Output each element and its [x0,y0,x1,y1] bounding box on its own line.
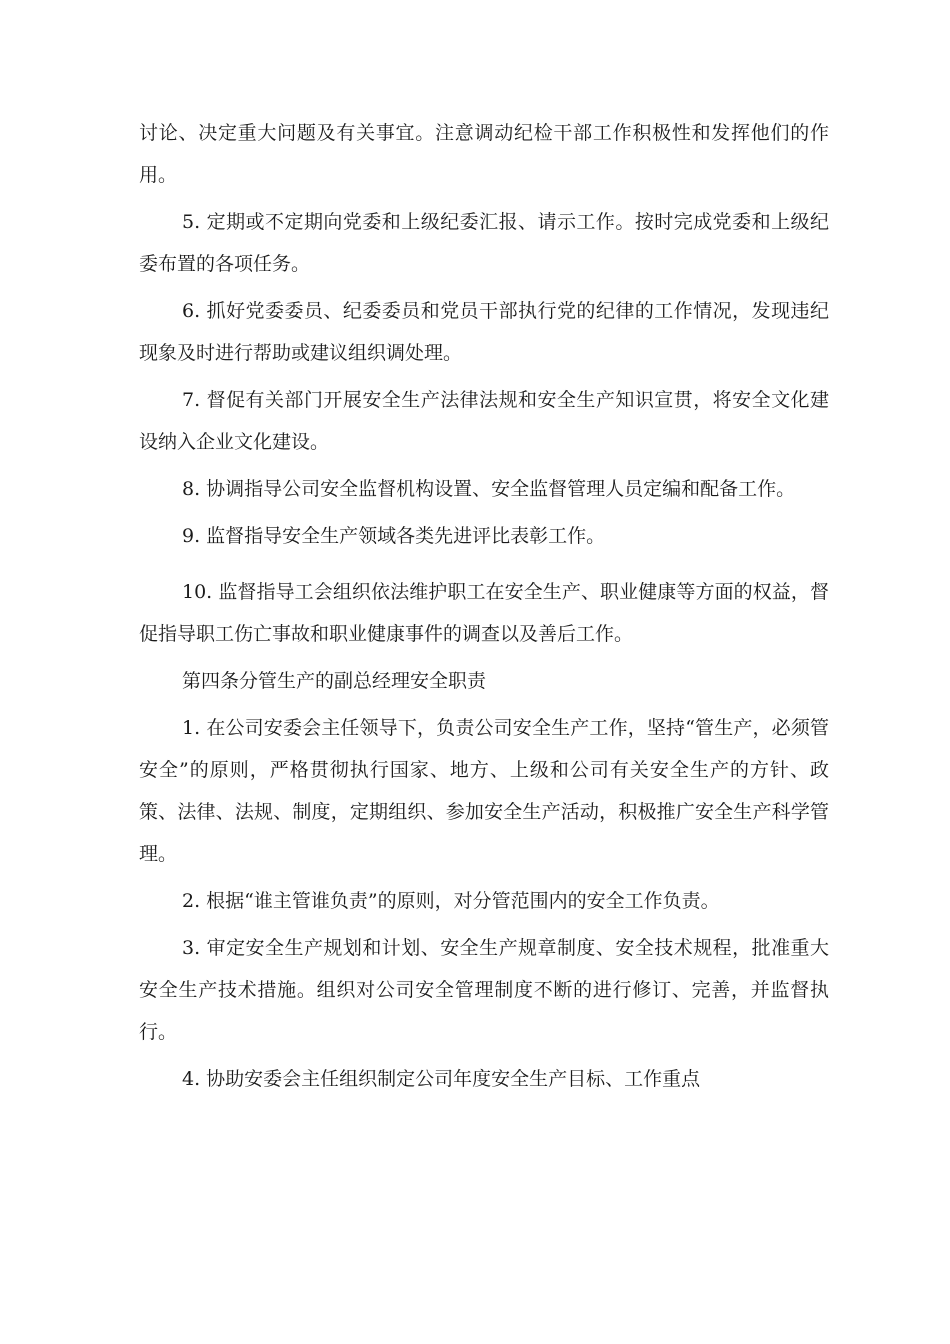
paragraph-item-8: 8. 协调指导公司安全监督机构设置、安全监督管理人员定编和配备工作。 [182,478,796,500]
paragraph-item-6: 6. 抓好党委委员、纪委委员和党员干部执行党的纪律的工作情况，发现违纪现象及时进行帮助或建议组织调处理。 [139,300,829,364]
paragraph-item-7: 7. 督促有关部门开展安全生产法律法规和安全生产知识宣贯，将安全文化建设纳入企业文化建设。 [139,389,829,453]
section-heading-article-4: 第四条分管生产的副总经理安全职责 [182,670,487,692]
paragraph-article4-item-2: 2. 根据“谁主管谁负责”的原则，对分管范围内的安全工作负责。 [182,890,720,912]
paragraph-item-10: 10. 监督指导工会组织依法维护职工在安全生产、职业健康等方面的权益，督促指导职工伤亡事故和职业健康事件的调查以及善后工作。 [139,581,829,645]
paragraph-item-9: 9. 监督指导安全生产领域各类先进评比表彰工作。 [182,525,606,547]
paragraph-continuation: 讨论、决定重大问题及有关事宜。注意调动纪检干部工作积极性和发挥他们的作用。 [139,122,829,186]
paragraph-article4-item-3: 3. 审定安全生产规划和计划、安全生产规章制度、安全技术规程，批准重大安全生产技术措施。组织对公司安全管理制度不断的进行修订、完善，并监督执行。 [139,937,829,1043]
paragraph-article4-item-1: 1. 在公司安委会主任领导下，负责公司安全生产工作，坚持“管生产，必须管安全”的原则，严格贯彻执行国家、地方、上级和公司有关安全生产的方针、政策、法律、法规、制度，定期组织、参加安全生产活动，积极推广安全生产科学管理。 [139,717,829,865]
document-page [139,112,829,1105]
paragraph-article4-item-4: 4. 协助安委会主任组织制定公司年度安全生产目标、工作重点 [182,1068,701,1090]
paragraph-item-5: 5. 定期或不定期向党委和上级纪委汇报、请示工作。按时完成党委和上级纪委布置的各项任务。 [139,211,829,275]
